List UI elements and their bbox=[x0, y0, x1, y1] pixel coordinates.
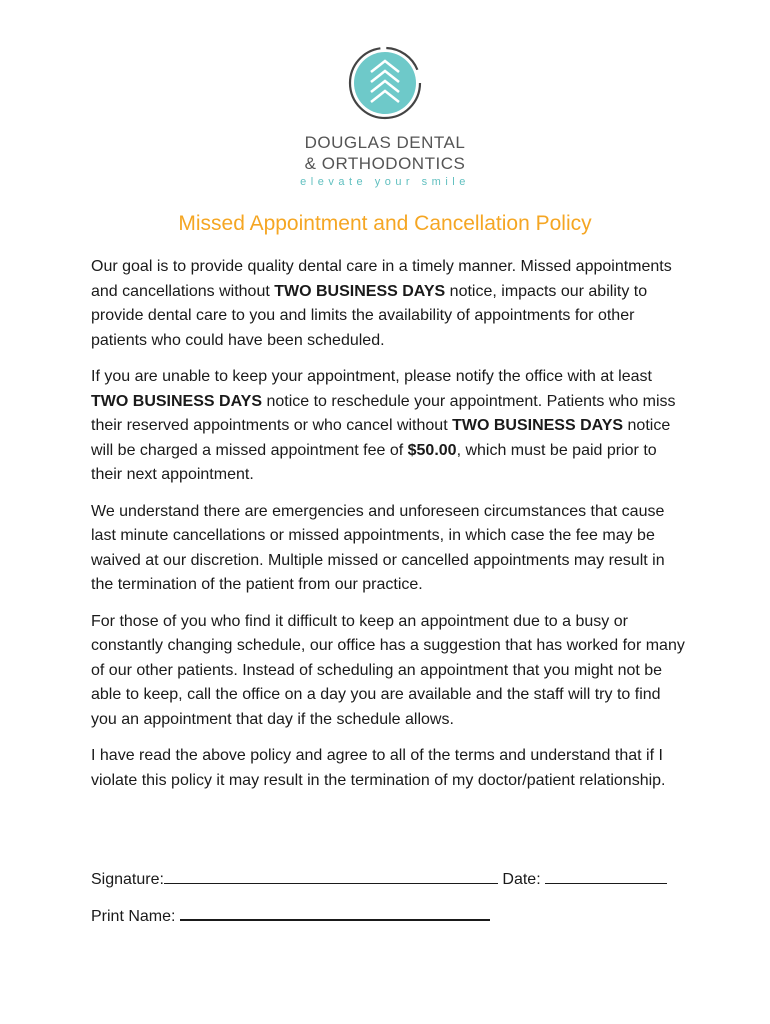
policy-paragraph-1 bbox=[91, 255, 686, 353]
logo-name-line2: & ORTHODONTICS bbox=[304, 154, 466, 173]
logo-tagline: elevate your smile bbox=[300, 176, 470, 188]
p2-bold-fee: $50.00 bbox=[407, 441, 457, 459]
document-title: Missed Appointment and Cancellation Policy bbox=[178, 212, 592, 235]
date-field[interactable] bbox=[545, 866, 667, 884]
policy-paragraph-5: I have read the above policy and agree to all of the terms and understand that if I violate this policy it may result in the termination of my doctor/patient relationship. bbox=[91, 747, 666, 789]
policy-body bbox=[91, 255, 686, 805]
policy-paragraph-3: We understand there are emergencies and unforeseen circumstances that cause last minute cancellations or missed appointments, in which case the fee may be waived at our discretion. Multiple missed or cancelled appointments may result in the termination of the patient from our practice. bbox=[91, 502, 665, 593]
practice-logo bbox=[0, 46, 770, 189]
policy-paragraph-2 bbox=[91, 365, 686, 488]
print-name-row bbox=[91, 902, 691, 928]
chevron-logo-icon bbox=[348, 46, 422, 120]
print-name-field[interactable] bbox=[180, 902, 490, 921]
p2-text-c: notice to reschedule your appointment. Patients who miss their reserved appointments or who cancel without bbox=[91, 392, 676, 434]
p1-bold-notice: TWO BUSINESS DAYS bbox=[274, 282, 446, 300]
p2-bold-notice-2: TWO BUSINESS DAYS bbox=[452, 417, 624, 434]
date-label: Date: bbox=[502, 871, 546, 888]
signature-label: Signature: bbox=[91, 871, 164, 888]
signature-field[interactable] bbox=[164, 866, 498, 884]
policy-paragraph-4: For those of you who find it difficult to keep an appointment due to a busy or constantly changing schedule, our office has a suggestion that has worked for many of our other patients. Instead of scheduling an appointment that you might not be able to keep, call the office on a day you are available and the staff will try to find you an appointment that day if the schedule allows. bbox=[91, 612, 685, 728]
p2-text-e: notice will be charged a missed appointment fee of bbox=[91, 417, 671, 459]
print-name-label: Print Name: bbox=[91, 908, 180, 925]
p2-text-g: , which must be paid prior to their next appointment. bbox=[91, 441, 657, 483]
p1-text-a: Our goal is to provide quality dental care in a timely manner. Missed appointments and cancellations without bbox=[91, 258, 672, 300]
logo-name-line1: DOUGLAS DENTAL bbox=[304, 133, 466, 152]
p2-bold-notice-1: TWO BUSINESS DAYS bbox=[91, 392, 262, 410]
p1-text-c: notice, impacts our ability to provide dental care to you and limits the availability of appointments for other patients who could have been scheduled. bbox=[91, 282, 648, 349]
signature-row bbox=[91, 866, 691, 891]
p2-text-a: If you are unable to keep your appointment, please notify the office with at least bbox=[91, 368, 652, 385]
